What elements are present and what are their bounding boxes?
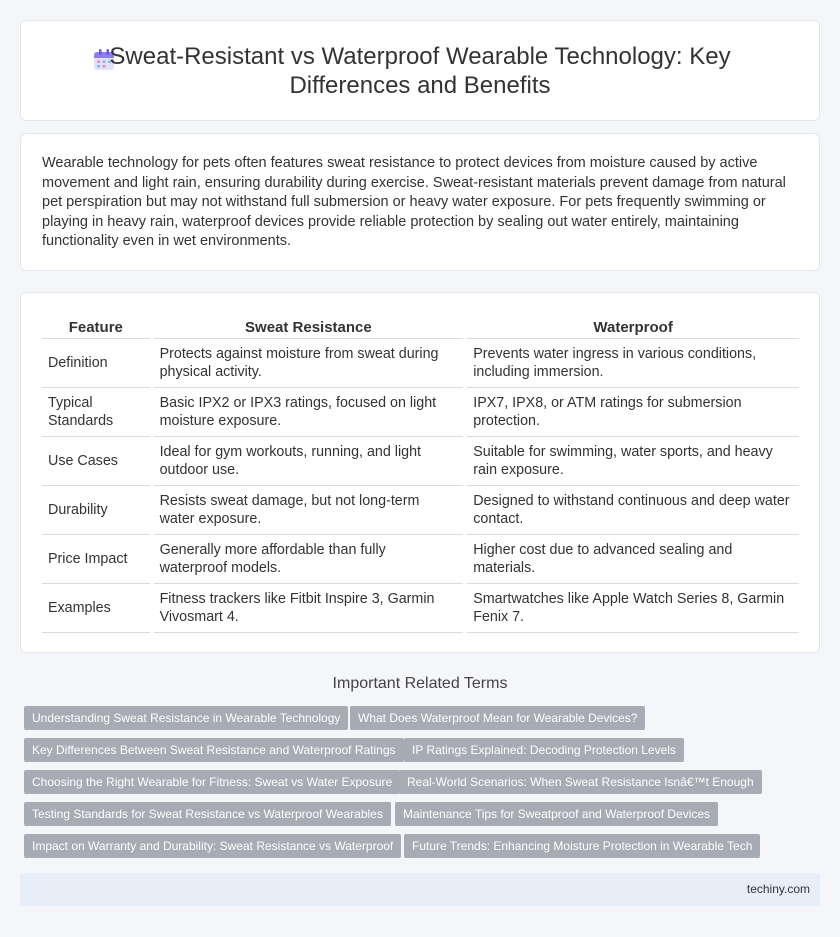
waterproof-cell: IPX7, IPX8, or ATM ratings for submersion protection.: [467, 388, 799, 437]
intro-card: [20, 133, 820, 271]
footer-site-name[interactable]: techiny.com: [746, 882, 810, 896]
related-term-link[interactable]: Impact on Warranty and Durability: Sweat Resistance vs Waterproof: [24, 834, 401, 858]
feature-cell: Price Impact: [42, 535, 150, 584]
header-waterproof: Waterproof: [467, 314, 799, 339]
related-term-link[interactable]: Choosing the Right Wearable for Fitness: Sweat vs Water Exposure: [24, 770, 400, 794]
sweat-cell: Generally more affordable than fully waterproof models.: [154, 535, 464, 584]
intro-paragraph: Wearable technology for pets often features sweat resistance to protect devices from moisture caused by active movement and light rain, ensuring durability during exercise. Sweat-resistant materials prevent damage from natural pet perspiration but may not withstand full submersion or heavy water exposure. For pets frequently swimming or playing in heavy rain, waterproof devices provide reliable protection by sealing out water entirely, maintaining functionality even in wet environments.: [42, 155, 786, 250]
related-term-link[interactable]: Maintenance Tips for Sweatproof and Waterproof Devices: [395, 802, 718, 826]
header-feature: Feature: [42, 314, 150, 339]
table-row: [42, 486, 799, 535]
page-title: Sweat-Resistant vs Waterproof Wearable Technology: Key Differences and Benefits: [109, 42, 731, 99]
sweat-cell: Protects against moisture from sweat during physical activity.: [154, 339, 464, 388]
related-terms-heading: Important Related Terms: [332, 675, 508, 692]
header-card: [20, 20, 820, 121]
related-term-link[interactable]: Understanding Sweat Resistance in Wearable Technology: [24, 706, 348, 730]
sweat-cell: Ideal for gym workouts, running, and light outdoor use.: [154, 437, 464, 486]
footer-bar: [20, 873, 820, 906]
table-row: [42, 437, 799, 486]
related-term-link[interactable]: Future Trends: Enhancing Moisture Protection in Wearable Tech: [404, 834, 760, 858]
feature-cell: Typical Standards: [42, 388, 150, 437]
waterproof-cell: Designed to withstand continuous and deep water contact.: [467, 486, 799, 535]
table-row: [42, 388, 799, 437]
comparison-card: [20, 292, 820, 653]
waterproof-cell: Higher cost due to advanced sealing and materials.: [467, 535, 799, 584]
feature-cell: Definition: [42, 339, 150, 388]
table-row: [42, 584, 799, 633]
feature-cell: Use Cases: [42, 437, 150, 486]
waterproof-cell: Suitable for swimming, water sports, and heavy rain exposure.: [467, 437, 799, 486]
related-term-link[interactable]: Real-World Scenarios: When Sweat Resistance Isnâ€™t Enough: [399, 770, 762, 794]
sweat-cell: Resists sweat damage, but not long-term water exposure.: [154, 486, 464, 535]
related-term-link[interactable]: Key Differences Between Sweat Resistance and Waterproof Ratings: [24, 738, 404, 762]
related-term-link[interactable]: What Does Waterproof Mean for Wearable Devices?: [350, 706, 645, 730]
waterproof-cell: Smartwatches like Apple Watch Series 8, Garmin Fenix 7.: [467, 584, 799, 633]
header-sweat-resistance: Sweat Resistance: [154, 314, 464, 339]
comparison-table: [42, 314, 799, 633]
table-header-row: [42, 314, 799, 339]
sweat-cell: Fitness trackers like Fitbit Inspire 3, Garmin Vivosmart 4.: [154, 584, 464, 633]
feature-cell: Durability: [42, 486, 150, 535]
related-term-link[interactable]: Testing Standards for Sweat Resistance vs Waterproof Wearables: [24, 802, 391, 826]
table-row: [42, 339, 799, 388]
table-row: [42, 535, 799, 584]
waterproof-cell: Prevents water ingress in various conditions, including immersion.: [467, 339, 799, 388]
related-term-link[interactable]: IP Ratings Explained: Decoding Protection Levels: [404, 738, 684, 762]
feature-cell: Examples: [42, 584, 150, 633]
sweat-cell: Basic IPX2 or IPX3 ratings, focused on light moisture exposure.: [154, 388, 464, 437]
